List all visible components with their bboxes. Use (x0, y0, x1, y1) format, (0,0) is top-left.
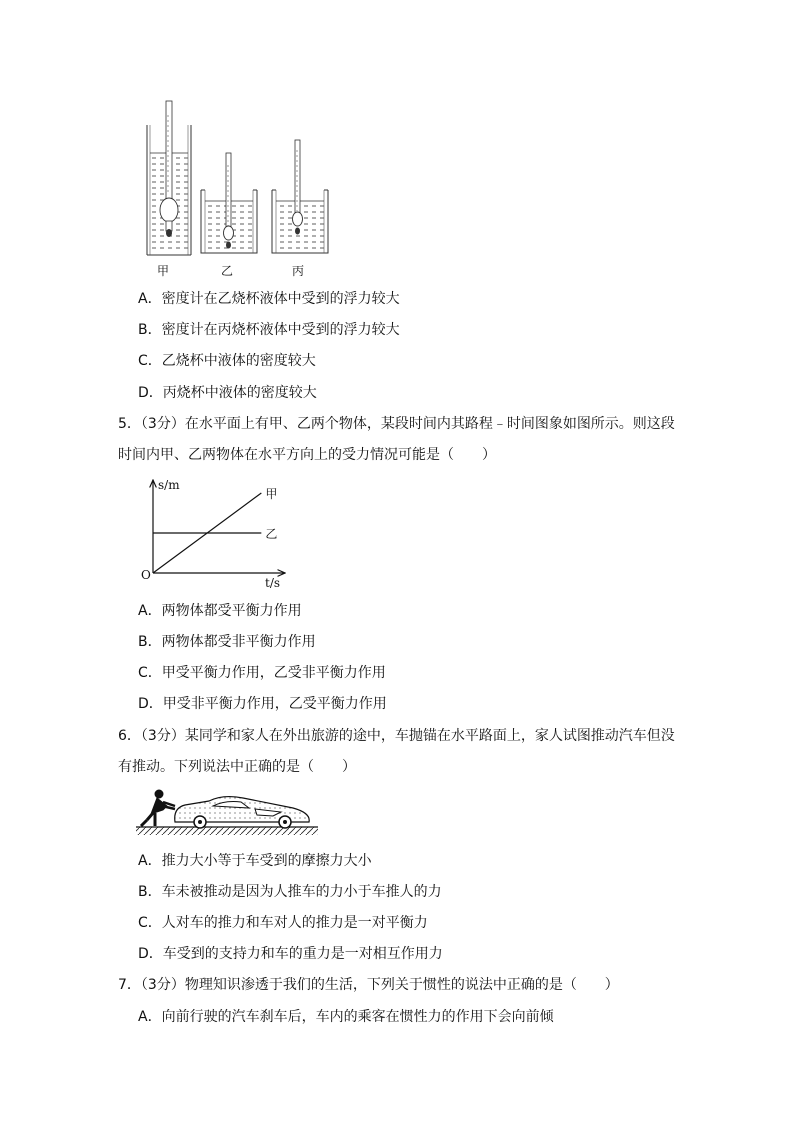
car-icon (175, 797, 309, 828)
q4-option-a: A．密度计在乙烧杯液体中受到的浮力较大 (138, 291, 400, 307)
q5-option-d: D．甲受非平衡力作用，乙受平衡力作用 (138, 696, 387, 712)
q6-option-b: B．车未被推动是因为人推车的力小于车推人的力 (138, 884, 442, 900)
q4-option-d: D．丙烧杯中液体的密度较大 (138, 385, 317, 401)
label-yi: 乙 (221, 264, 234, 278)
person-pushing-car-figure (133, 786, 323, 838)
q5-stem-line1: 5．（3分）在水平面上有甲、乙两个物体，某段时间内其路程﹣时间图象如图所示。则这段 (118, 416, 675, 432)
q5-option-b: B．两物体都受非平衡力作用 (138, 634, 316, 650)
q5-stem-line2: 时间内甲、乙两物体在水平方向上的受力情况可能是（ ） (118, 447, 496, 463)
beaker-yi (201, 153, 257, 253)
distance-time-chart (135, 475, 295, 595)
origin-label: O (141, 568, 151, 582)
q5-option-a: A．两物体都受平衡力作用 (138, 603, 302, 619)
x-axis-label: t/s (265, 576, 281, 590)
q4-option-b: B．密度计在丙烧杯液体中受到的浮力较大 (138, 322, 400, 338)
q5-option-c: C．甲受平衡力作用，乙受非平衡力作用 (138, 665, 386, 681)
hydrometer-beakers-figure (135, 95, 335, 285)
label-bing: 丙 (292, 264, 305, 278)
ground-hatch (136, 827, 318, 835)
series-label-1: 乙 (265, 527, 278, 541)
person-icon (141, 790, 175, 826)
q6-option-c: C．人对车的推力和车对人的推力是一对平衡力 (138, 915, 428, 931)
label-jia: 甲 (157, 264, 170, 278)
q6-stem-line2: 有推动。下列说法中正确的是（ ） (118, 759, 356, 775)
q7-option-a: A．向前行驶的汽车刹车后，车内的乘客在惯性力的作用下会向前倾 (138, 1009, 554, 1025)
q6-stem-line1: 6．（3分）某同学和家人在外出旅游的途中，车抛锚在水平路面上，家人试图推动汽车但没 (118, 728, 675, 744)
graduated-cylinder (147, 101, 191, 255)
series-label-0: 甲 (265, 487, 278, 501)
y-axis-label: s/m (158, 478, 180, 492)
q4-option-c: C．乙烧杯中液体的密度较大 (138, 353, 316, 369)
q7-stem-line1: 7．（3分）物理知识渗透于我们的生活，下列关于惯性的说法中正确的是（ ） (118, 977, 619, 993)
q6-option-a: A．推力大小等于车受到的摩擦力大小 (138, 853, 372, 869)
q6-option-d: D．车受到的支持力和车的重力是一对相互作用力 (138, 946, 443, 962)
beaker-bing (272, 140, 328, 253)
